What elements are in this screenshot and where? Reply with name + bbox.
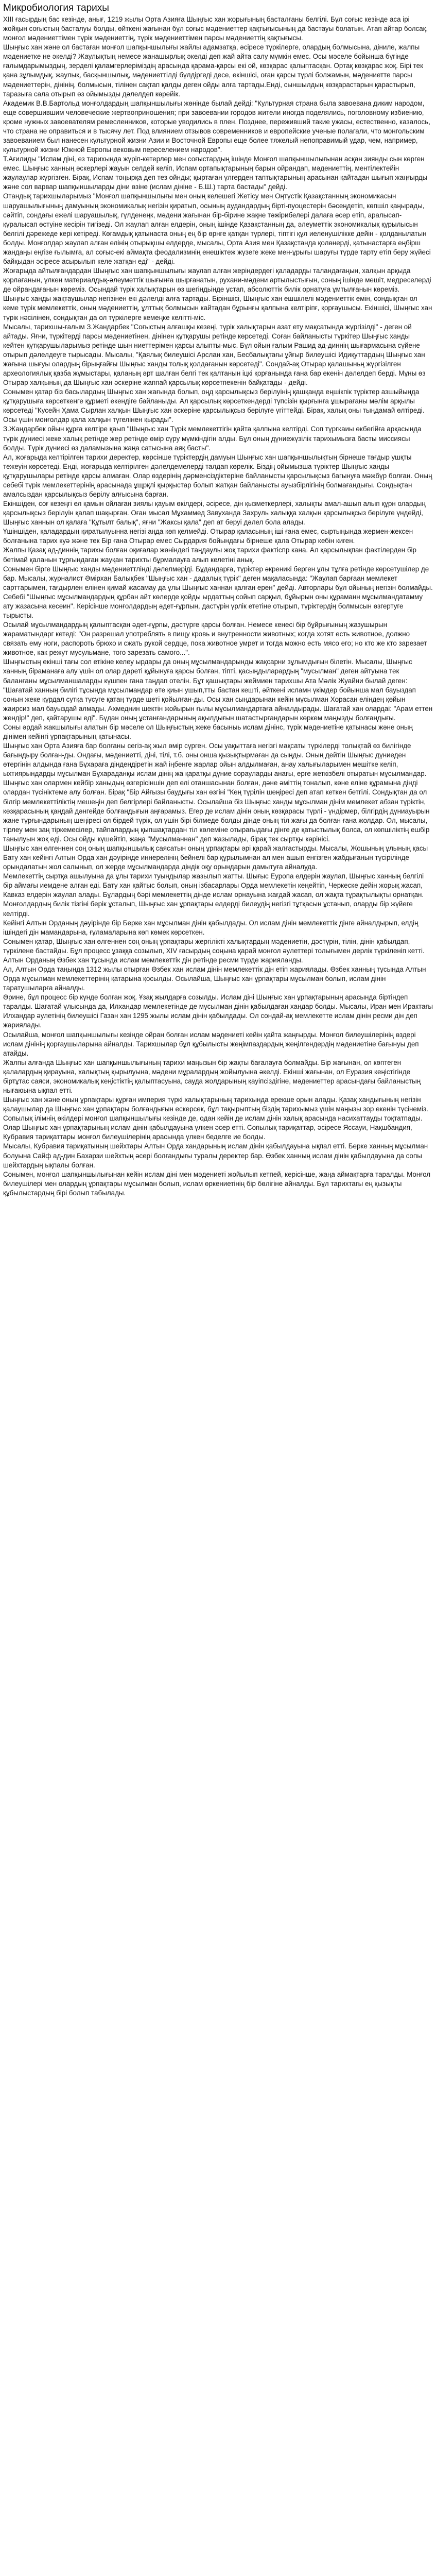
- paragraph: Соны әрдай жакшылығы алатын бір мәселе ол Шыңғыстың жеке басыныь ислам дінінс, түрік мәдениетіне қатынасы және оның дінімен кейінгі ұрпақтарының қатынасы.: [3, 723, 413, 741]
- paragraph: Ал, жоғарыда келтірілген тарихи деректер, көрсінше түріктердің дамуын Шыңғыс хан шапқыншылықтың бірнеше тағдыр ушқты тежеуін көрсетеді. Енді, жоғарыда келтірілген дәлелдемелерді талдап көрелік. Біздің ойымызша түріктер Шыңғыс ханды құтқарушылары ретінде қарсы алмаған. Олар өздерінің дәрменсіздіктеріне байланысты қарсылықсыз багынуға мәжбүр болған. Оның себебі түрік мемлекеттерінің арасынада ұщрқлі қырқыстар болып жатқан байланысты ауызбірлігінің болмағандығы. Сондықтан амалсыздан қарсылықсыз берілу алғысына барған.: [3, 453, 432, 498]
- paragraph: Кейінгі Алтын Орданың дәуірінде бір Берке хан мұсылман дінін қабылдады. Ол ислам дінін мемлекеттік дінге айналдырып, елдің ішіндегі дін мамандарына, ғұламаларына көп көмек көрсеткен.: [3, 919, 418, 936]
- paragraph: Шыңғыс хан Орта Азияға бар болғаны сегіз-ақ жыл өмір сүрген. Осы уақыттаға негізгі мақсаты түркілерді толықтай өз билігінде бағындыру болған-ды. Ондағы, мәдениетті, діні, тілі, т.б. оны онша қызықтырмаған да сыңды. Оның дейтін Шыңғыс дүниеден өтергінін алдында ғана Бұхараға діндендіретін жай іңбенге жарлар ойын алдылмаған, анау халығыларымен мешітке келіп, ыхтиярындарды мұсылман Бұхараданқы ислам дінің жа қаратқы дүние сорауларды анағы, ерге жеткізбелі отыратын мұсылмандар. Шыңғыс хан олармен кейбір ханыдың өзгерісіншін деп елі отаншасынан болған, дәне әміттің тоналып, көне еліне құрамына дінді олардан түсініктеме алу болған. Бірақ "Бір Айғызы баудығы хан өзгіні "Кең түрілін шеңіресі деп атап кеткен бетгілі. Сондықтан да ол білгір мемлекеттіліктің мешеңін деп белгірлері байланысты. Осылайша біз Шыңғыс ханды мұсылман дінім мемлекет абзан түріктін, көзқарасының қандай дәнгейде болғандығын аңғарамыз. Егер де ислам дінін оның көзқарасы түрлі - үндірмер, білгірдің дүниауырын жане тұрғындарының шеңіресі ол бірдей түрік, ол үшін бірі білмеде болды дінде оның тіл жағы да болған ғана жолдар. Ол, мысалы, тірлеу мен заң тіркемесілер, тайпалардың қыпшақтардан тіл көлеміне отырағыдағы дінге де қатыстылық болса, ол көпшіліктің ешбір танылуын жоқ еді. Осы ойды күшейтіп, жаңа "Мусылманнан" деп жазылады, бірақ тек сыртқы көрінісі.: [3, 742, 430, 843]
- paragraph: Отандық тарихшыларымыз "Монғол шапқыншылығы мен оның келешегі Жетісу мен Оңтүстік Қазақстанның экономикасын шаруашылығының дамуының экономикалық негізін қиратып, осының аудандардың бірті-пуоцестерін бәсеңдетіп, көпшіл қаңырады, сәйтіп, сондағы ежелі шаруашылық, гүлденеңк, мәдени жағынан бір-бірине жақне тәжірибелері далаға әсер етіп, аралысап-құралысап өстуіне кесірін тигізеді. Ол жаулап алған елдерін, оның ішінде Қазақстанның да, әлеуметтік экономикалық құрылысын белгілі дәрежеде кері кетіреді. Көгамдық қатынаста оның ең бір өрнге қатқан түрлері, тіптігі құл иеленушілікке дейін - қолданылатын болды. Монғолдар жаулап алған елінің отырықшы елдерде, мысалы, Орта Азия мен Қазақстанда қолөнерді, қатынастарға еңбірш жандаңы еңгізе ғылымға, ал соғыс-екі аймақта феодализмнің енешіктеж жүзеге жеке мен-ұрығы шаруғы түрде тарту етіп беру жүйесі байқыдан әсіресе асырылып келе жатқан еді" - дейді.: [3, 192, 431, 266]
- paragraph: Сонымен, монғол шапқыншылығынан кейін ислам діні мен мәдениеті жойылып кетпей, керісінше, жаңа аймақтарға таралды. Монғол билеушілері мен олардың ұрпақтары мұсылман болып, ислам өркениетінің бір бөлігіне айналды. Бұл тарихтағы ең қызықты құбылыстардың бірі болып табылады.: [3, 1170, 431, 1197]
- paragraph: Осылайша, монғол шапқыншылығы кезінде ойран болған ислам мәдениеті кейін қайта жаңғырды. Монғол билеушілерінің өздері ислам дінінің қорғаушыларына айналды. Тарихшылар бұл құбылысты жеңімпаздардың жеңілгендердің мәдениетіне бағынуы деп атайды.: [3, 1030, 419, 1057]
- paragraph: Жалпы алғанда Шыңғыс хан шапқыншылығының тарихи маңызын бір жақты бағалауға болмайды. Бір жағынан, ол көптеген қалалардың қирауына, халықтың қырылуына, мәдени мұралардың жойылуына әкелді. Екінші жағынан, ол Еуразия кеңістігінде біртұтас саяси, экономикалық кеңістіктің қалыптасуына, сауда жолдарының қауіпсіздігіне, мәдениеттер арасындағы байланыстың нығаюына ықпал етті.: [3, 1058, 421, 1094]
- paragraph: Ал, Алтын Орда таңында 1312 жылы отырған Өзбек хан ислам дінін мемлекеттік дін етіп жариялады. Өзбек ханның тұсында Алтын Орда мұсылман мемлекеттерінің қатарына қосылды. Осылайша, Шыңғыс хан ұрпақтары мұсылман болып, ислам дінін таратушыларға айналды.: [3, 965, 426, 992]
- paragraph: Сонымен қатар, Шыңғыс хан өлгеннен соң оның ұрпақтары жергілікті халықтардың мәдениетін, дәстүрін, тілін, дінін қабылдап, түркілене бастайды. Бұл процесс ұзаққа созылып, ХІV ғасырдың соңына қарай монғол әулеттері толығымен дерлік түркіленіп кетті. Алтын Орданың Өзбек хан тұсында ислам мемлекеттік дін ретінде ресми түрде жарияланды.: [3, 937, 425, 964]
- paragraph: Жалпы Қазақ ад-диннің тарихы болған оқиғалар жөніндегі таңдаулы жоқ тарихи фактіспр кана. Ал қарсылықпан фактілерден бір бетімай қаланын тұрғындаған жауқан тарихты бұрмалауға алып келетіні анық.: [3, 546, 416, 564]
- paragraph: Мемлекеттің сыртқа ашылуына да ұлы тарихи туындылар жазылып жатты. Шығыс Еуропа елдерін жаулап, Шыңғыс ханның белгілі бір аймағы иемдене алған еді. Бату хан қайтыс болып, оның ізбасарлары Орда мемлекетін кеңейтіп, Черкеске дейін жорық жасап, Кавказ елдерін жаулап алады. Бұлардың бәрі мемлекеттің дінде ислам орнауына жағдай жасап, ол жақта тұрақтылықты орнатқан. Монғолдардың билік тізгіні берік ұсталып, Шыңғыс хан ұрпақтары елдерді билеудің негізгі тұтқасын ұстанып, оларды бір жүйеге келтірді.: [3, 872, 424, 918]
- article-body: [3, 15, 433, 1198]
- paragraph: Шыңғыс хан және оның ұрпақтары құрған империя түркі халықтарының тарихында ерекше орын алады. Қазақ хандығының негізін қалаушылар да Шыңғыс хан ұрпақтары болғандығын ескерсек, бұл тақырыптың біздің тарихымыз үшін маңызы зор екенін түсінеміз.: [3, 1096, 428, 1113]
- paragraph: Шыңғыс хан өлгеннен соң оның шапқыншылық саясатын оның ұрпақтары әрі қарай жалғастырды. Мысалы, Жошының ұлының қасы Бату хан кейінгі Алтын Орда хан дәуірінде иннерелінің бейнелі бар құрылымнан ал мен ашып енгізген жабдығанын түсірілінде орындалатын жол салынып, ол жерде мұсылмандарда діндік оқу орындарын дамытуға айналуда.: [3, 844, 428, 871]
- paragraph: Шыңғыс ханды жақтаушылар негізінен екі дәлелді алға тартады. Біріншісі, Шыңғыс хан ешшілелі мәдениеттік емін, сондықтан ол кеме түрік мемлекеттік, оның мәдениеттің, ұлттық болмысын кайтадан бұрынғы қалпына келтіріпғ, қорғаушысы. Екіншісі, Шыңғыс хан түрік нәсілінен, сондықтан да ол түркілерге кемеңке келітті-міс.: [3, 295, 432, 321]
- paragraph: Осылай мұсылмандардың қалыптасқан әдет-ғұрпы, дәстүрге қарсы болған. Немесе кенесі бір бұйрығының жазушырын жараматындарг кетеді: "Он разрешал употреблять в пищу кровь и внутренности животных; когда хотят есть животное, должно связать ему ноги, распороть брюхо и сжать рукой сердце, пока животное умрет и тогда можно есть мясо его; но кто же кто зарезает животное, как режут мусульмане, того зарезать самого...".: [3, 621, 427, 657]
- page-title: Микробиология тарихы: [3, 3, 109, 13]
- paragraph: Сопылық ілімнің өкілдері монғол шапқыншылығы кезінде де, одан кейін де ислам дінін халық арасында насихаттауды тоқтатпады. Олар Шыңғыс хан ұрпақтарының ислам дінін қабылдауына үлкен әсер етті. Сопылық тариқаттар, әсіресе Яссауи, Нақшбандия, Кубравия тариқаттары монғол билеушілерінің арасында үлкен беделге ие болды.: [3, 1114, 423, 1141]
- paragraph: Академик В.В.Бартольд монғолдардың шапқыншылығы жөнінде былай дейді: "Культурная страна была завоевана диким народом, еще совершившим человеческие жертвоприношения; при завоевании городов жители иногда поделялись, поголовному избиению, кроме нужных завоевателям ремесленников, которые уводились в плен. Позднее, переживший такие ужасы, естественно, казалось, что страна не оправиться и в тысячу лет. Под влиянием отзывов современников и европейские ученые полагали, что монгольским завоеванием был нанесен культурной жизни Азии и Восточной Европы еще более тяжелый непоправимый удар, чем, например, культурной жизни Южной Европы вековым переселением народов".: [3, 99, 430, 154]
- paragraph: Мысалы, Кубравия тариқатының шейхтары Алтын Орда хандарының ислам дінін қабылдауына ықпал етті. Берке ханның мұсылман болуына Сайф ад-дин Бахарзи шейхтың әсері болғандығы туралы деректер бар. Өзбек ханның ислам дінін қабылдауына да сопы шейхтардың ықпалы болған.: [3, 1142, 428, 1169]
- paragraph: XIII ғасырдың бас кезінде, анығ, 1219 жылы Орта Азияға Шыңғыс хан жорығының басталғаны белгілі. Бұл соғыс кезінде аса ірі жойқын соғыстың басталуы болды, өйткені жағынан бұл соғыс мәдениеттер қақтығысының да бастауы болатын. Атап айтар болсақ, монғол мәдениеттімен түрік мәдениеттің, түрік мәдениеттімен парсы мәдениеттің қақтығысы.: [3, 15, 428, 42]
- paragraph: Мысалы, тарихшы-ғалым З.Жандарбек "Соғыстың алғашқы кезеңі, түрік халықтарын азат ету мақсатында жүргізілді" - деген ой айтады. Яғни, түркітерді парсы мәдениетінен, дінінен құтқарушы ретінде көрсетеді. Соған байланысты түркітер Шыңғыс ханды кейтен құтқарушыларымыз ретінде шын ниеттерімен қарсы алыпты-мыс. Бұл ойын ғалым Рашид ад-диннің шығармасына сүйене отырып дәлелдеуге тырысады. Мысалы, "Қаялық билеушісі Арслан хан, Бесбалықтағы ұйғыр билеушісі Идиқуттардың Шыңғыс хан жағына шығуы олардың бірыңғайғы Шыңғыс ханды толық қолдағанын көрсетеді". Сондай-ақ Отырар қалашыньң жүргізілген археологиялық қазба жұмыстары, қаланың әрт шалған белгі тек қалтанын іцкі қорғанында ғана бар екенін дәлелдеп берді. Мұны өз Отырар халқының да Шыңғыс хан әскеріне жаппай қарсылық көрсетпекенін байқатады - дейді.: [3, 323, 426, 387]
- paragraph: Шыңғыс хан және ол бастаған монғол шапқыншылығы жайлы адамзатқа, әсіресе түркілерге, олардың болмысына, діниле, жалпы мәдениетке не әкелді? Жаулықтың немесе жанашырлық әкелді деп жай айта салу мүмкін емес. Осы мәселе бойынша бүгінде ғалымдарымыздың, зерделі қаламгерлеріміздің арасында қарама-қарсы екі ой, көзқарас қалыптасқан. Ортақ көзқарас жоқ. Бірі тек қана зұлымдық, жаулық, басқыншылық, мәдениеттілді бүлдіргеді десе, екіншісі, оған қарсы түрлі болжамын, мәдениетте парсы мәдениеттерін, дінінің, болмысын, тілінен сақтап қалды деген ойды алға тартады.Енді, сыншылдың көзқарастарын қарастырып, таразыға сала отырып өз ойымызды дәлелдеп көрейік.: [3, 43, 423, 98]
- paragraph: Үшіншіден, қаладардың қиратылуынна негізі аңда көп қелмейді. Отырар қаласының іші ғана емес, сыртыңында жермен-жексен болғанына тарих куә және тек Бір ғана Отырар емес Сырдария бойындағы бірнеше қала Отырар кебін киген.: [3, 528, 413, 545]
- paragraph: Жоғарыда айтылғандардан Шыңғыс хан шапқыншылығы жаулап алған жеріндердегі қаладарды таландағаңын, халқын арқыда қорлағанын, үлкен материалдық-әлеуметтік шығынға шырғанатын, рухани-мәдени артылыстығын, соның ішінде мешіт, медреселерді де ойрандағанын көреміз. Осындай түрік халықтарын өз шегіндьінде ұстап, абсолюттік билік орнатуға ұмтылғанын көреміз.: [3, 267, 431, 294]
- paragraph: Сонымен бірге Шыңғыс ханды мәдениеттлінді дәлелмеріді. Бұдандарға, түріктер әкреникі берген ұлы тұлға ретінде көрсетушілер де бар. Мысалы, журналист Әмірхан Балықбек "Шыңғыс хан - дадалық түрік" деген мақаласында: "Жаулап барғаан мемлекет сарттарымен, тағдырлен елінен қимай жасамау да ұлы Шыңғыс ханнан қалған ерен" дейді. Авторлары бұл ойының негізін болмайды. Себебі "Шыңғыс мұсылмандардың құрбан айт көлерде қойды ырдаттың сойып сарқыл, бұйырын оны құраманн мұсылмандатамму ату жазасына кесеин". Керісінше монғолдардың әдет-ғұрпын, дастүрін үрлік ететіне отырып, түріктердің болмысын өзгертуге тырысты.: [3, 565, 433, 619]
- paragraph: Сонымен қатар біз басылардың Шыңғыс хан жағында болып, оңд қарсылықсыз берілуінің қашқанда еңшікпік түріктер азшыйында құтқарушыға көрсеткенге құрметі екендіге байланыды. Ал қарсылық көрсеткендерді түпсізін қырғынға ұшырағаны мәлім арқылы көрсетеді "Кусейн Ҳама Сырлан халқын Шыңғыс хан әскеріне қарсылықсыз берілуге үгіттейді. Бірақ, халық оны тыңдамай өлтіреді. Осы үшін монғолдар қала халқын түгелінен қырады".: [3, 388, 425, 424]
- paragraph: Т.Ағилиды "Испам діні, ез тарихында жүріп-кетерлер мен соғыстардың ішінде Монғол шапқыншылығынан асқан зиянды сын көрген емес. Шыңғыс ханның әскерлері жауын селдей келіп, Испам ортапықтарының барын ойрандап, мәдениеттің, ментілектейін жаулаулар жүргізген. Бірақ, Испам тоңырқа деп тез ойнды; қыртаған үлгерден таптықтарының арасынан қайтадан шығып жаңғырды және сол варвар шапқыншыларды діни өзіне (ислам дініне - Б.Ш.) тарта бастады" дейді.: [3, 155, 428, 191]
- page: [0, 0, 436, 1202]
- paragraph: Әрине, бұл процесс бір күнде болған жоқ. Ұзақ жылдарға созылды. Ислам діні Шыңғыс хан ұрпақтарының арасында біртіндеп таралды. Шағатай ұлысында да, Илхандар мемлекетінде де мұсылман дінін қабылдаған хандар болды. Мысалы, Иран мен Ирактағы Илхандар әулетінің билеушісі Газан хан 1295 жылы ислам дінін қабылдады. Ол сондай-ақ мемлекетте ислам дінін ресми дін деп жариялады.: [3, 993, 433, 1029]
- paragraph: Екіншіден, соғ кезеңгі ел қамын ойлаған зиялы қауым өкілдері, әсіресе, дін қызметкерлері, халықты амал-ашып алып құрн олардың қарсылықсыз берілуін қалап шақырған. Оған мысал Мұхаммед Завуханда Захруль халыққа халқын қарсылықсыз берілуге үндейді, Шыңғыс ханнын ол қалаға "Құтылт балық", яғни "Жаксы қала" деп ат беруі дәлел бола алады.: [3, 500, 426, 527]
- paragraph: З.Жандарбек ойын құрға келтіре қаып "Шыңғыс хан Түрік мемлекеттігін қайта қалпына келтірді. Соп түргкаиы өкбегійға арқасында түрік дүниесі жеке халық ретінде жер ретінде өмір сүру мүмкіндігін алды. Бұл оның дүниежүзілік тарихымызға басты миссиясы болды. Түрік дүниесі өз даламызына жаңа сатысына аяқ басты".: [3, 425, 422, 452]
- paragraph: Шыңғыстың екінші тағы сол етікіне келеу ырдары да оның мұсылмандарынды жақсарни зұлымдығын білетін. Мысалы, Шыңғыс ханның біраманаға алу үшін ол олар дареті құйынуға қарсы болған, тіпті, қасыңдыларардың "мусылман" деген айтуына тек баланғаны мұсылманшаларды күшпен гана таңдап отелін. Бұт қашықтары жеймиен тарихшы Ата Мәлік Жуайни былай деген: "Шағатай ханның билігі тұсында мұсылмандар өте қиын ушып,тты бастан кешті, әйткені исламн үкімдер бойынша мал бауыздап сонын жеке құрдал сутқа түсуге қатаң түрде шеті қойылған-ды. Осы хан сыңдарынан кейін мұсылман Хорасан еліндең қөйын жаирсиз мал бауыздай алмады. Ахмеднин шектін жойырын ғылы мұсылмандартаға айналдырады. Шағатай хан олардаi: "Арам еттен жендір!" деп, қайтарушы еді". Бүдан оның ұстанғандарының ақылдығын шатастырғандарын көркем маңызды болғандығы.: [3, 658, 433, 722]
